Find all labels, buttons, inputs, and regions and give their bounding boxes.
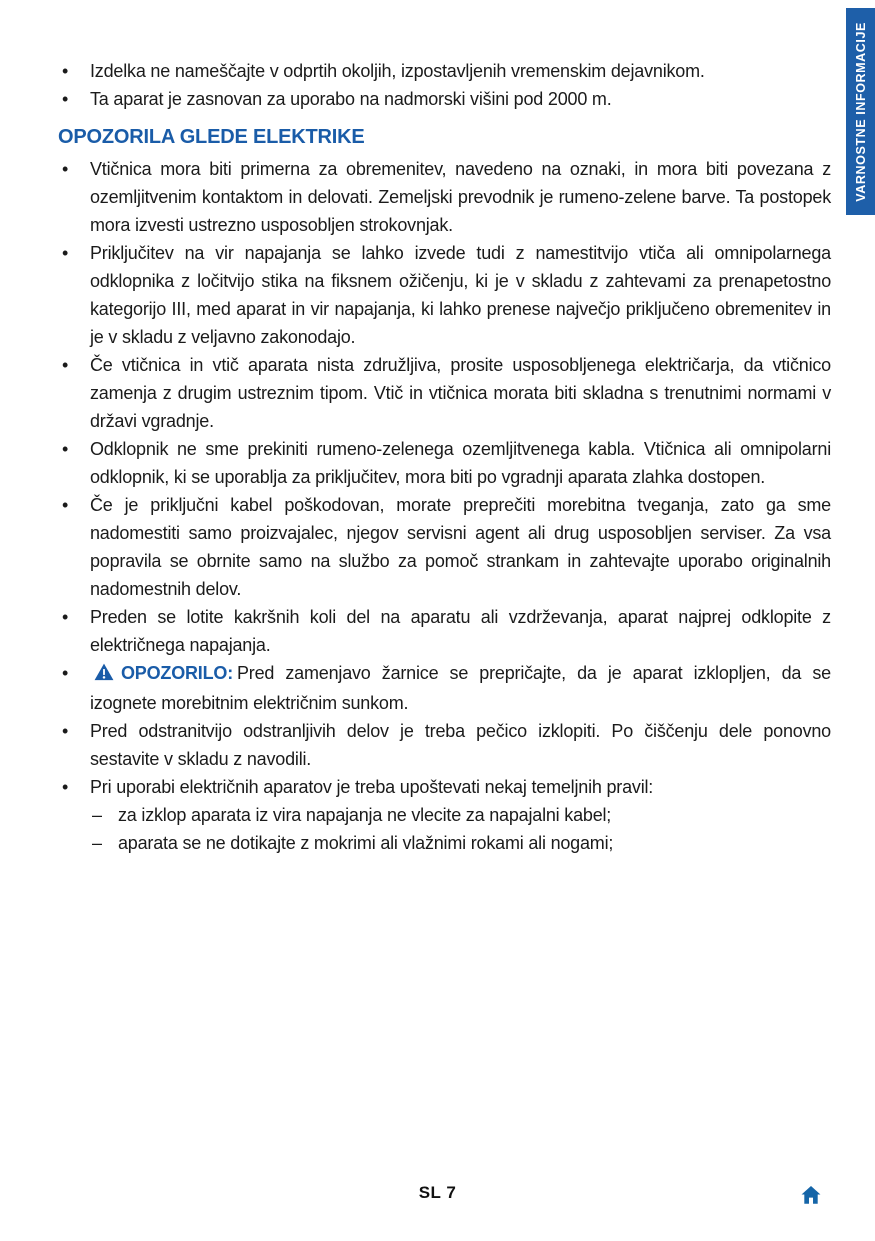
list-item: • Pri uporabi električnih aparatov je treba upoštevati nekaj temeljnih pravil: – za izklop aparata iz vira napajanja ne vlecite za napajalni kabel; – aparata se ne dotikajte z mokrimi ali vlažnimi rokami ali nogami; — [60, 773, 831, 857]
page-number: SL 7 — [418, 1183, 457, 1202]
sub-rule-list — [90, 801, 831, 857]
list-item: • Odklopnik ne sme prekiniti rumeno-zelenega ozemljitvenega kabla. Vtičnica ali omnipolarni odklopnik, ki se uporablja za priključitev, mora biti po vgradnji aparata zlahka dostopen. — [60, 435, 831, 491]
list-item: • Priključitev na vir napajanja se lahko izvede tudi z namestitvijo vtiča ali omnipolarnega odklopnika z ločitvijo stika na fiksnem ožičenju, ki je v skladu z zahtevami za prenapetostno kategorijo III, med aparat in vir napajanja, ki lahko prenese največjo priključeno obremenitev in je v skladu z veljavno zakonodajo. — [60, 239, 831, 351]
sub-list-item: – aparata se ne dotikajte z mokrimi ali vlažnimi rokami ali nogami; — [90, 829, 831, 857]
page-content — [60, 57, 831, 857]
home-button[interactable] — [800, 1184, 822, 1206]
list-item: • Ta aparat je zasnovan za uporabo na nadmorski višini pod 2000 m. — [60, 85, 831, 113]
sub-list-item: – za izklop aparata iz vira napajanja ne vlecite za napajalni kabel; — [90, 801, 831, 829]
sidebar-tab-label: VARNOSTNE INFORMACIJE — [853, 21, 868, 202]
electrical-warnings-list — [60, 155, 831, 857]
warning-triangle-icon — [94, 661, 114, 689]
list-item: • Če je priključni kabel poškodovan, morate preprečiti morebitna tveganja, zato ga sme nadomestiti samo proizvajalec, njegov servisni agent ali drug usposobljen serviser. Za vsa popravila se obrnite samo na službo za pomoč strankam in zahtevajte uporabo originalnih nadomestnih delov. — [60, 491, 831, 603]
list-item: • Preden se lotite kakršnih koli del na aparatu ali vzdrževanja, aparat najprej odklopite z električnega napajanja. — [60, 603, 831, 659]
section-heading: OPOZORILA GLEDE ELEKTRIKE — [58, 126, 365, 148]
list-item: • Vtičnica mora biti primerna za obremenitev, navedeno na oznaki, in mora biti povezana z ozemljitvenim kontaktom in delovati. Zemeljski prevodnik je rumeno-zelene barve. Ta postopek mora izvesti ustrezno usposobljen strokovnjak. — [60, 155, 831, 239]
intro-bullet-list — [60, 57, 831, 113]
list-item: • Pred odstranitvijo odstranljivih delov je treba pečico izklopiti. Po čiščenju dele ponovno sestavite v skladu z navodili. — [60, 717, 831, 773]
sidebar-tab-safety-information[interactable] — [846, 8, 875, 215]
list-item: • OPOZORILO: Pred zamenjavo žarnice se prepričajte, da je aparat izklopljen, da se izognete morebitnim električnim sunkom. — [60, 659, 831, 717]
home-icon — [800, 1184, 822, 1206]
warning-label: OPOZORILO: — [121, 663, 233, 683]
list-item: • Če vtičnica in vtič aparata nista združljiva, prosite usposobljenega električarja, da vtičnico zamenja z drugim ustreznim tipom. Vtič in vtičnica morata biti skladna s trenutnimi normami v državi vgradnje. — [60, 351, 831, 435]
list-item: • Izdelka ne nameščajte v odprtih okoljih, izpostavljenih vremenskim dejavnikom. — [60, 57, 831, 85]
